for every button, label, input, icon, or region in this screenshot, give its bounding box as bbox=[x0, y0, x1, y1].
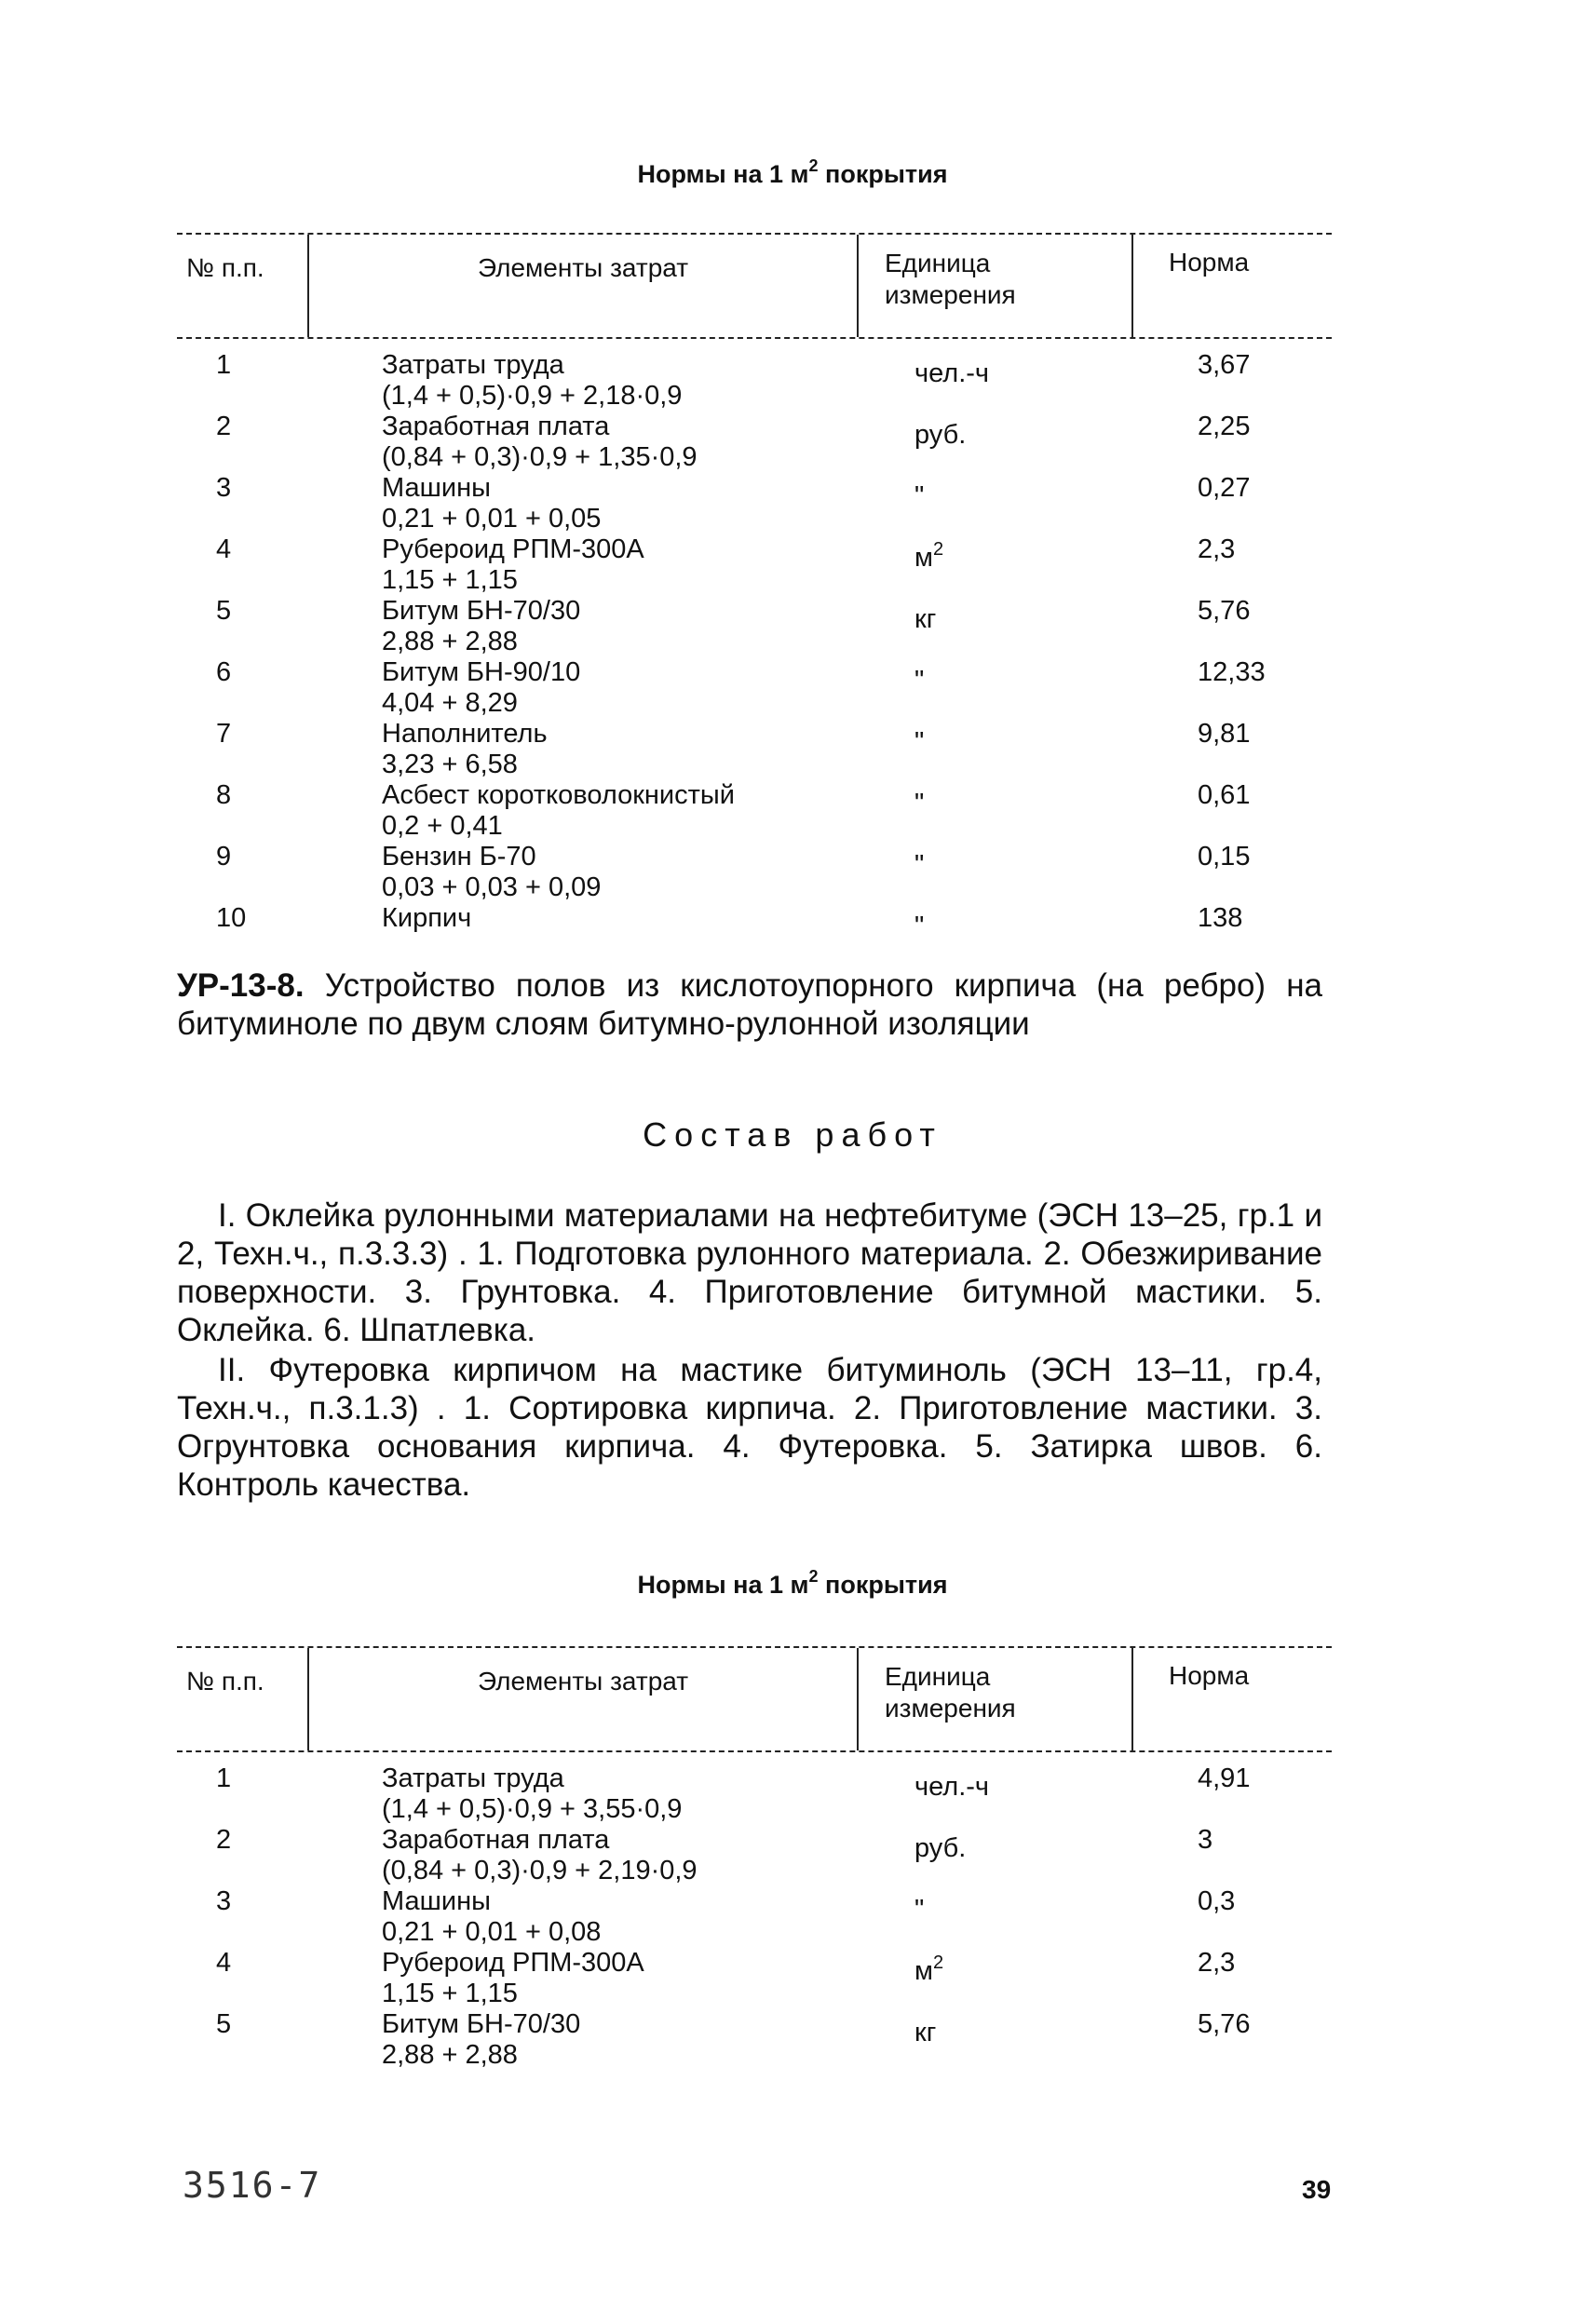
norm-value: 5,76 bbox=[1198, 2009, 1251, 2039]
work-item-2: II. Футеровка кирпичом на мастике битуминоль (ЭСН 13–11, гр.4, Техн.ч., п.3.1.3) . 1. Сортировка кирпича. 2. Приготовление мастики. 3. Огрунтовка основания кирпича. 4. Футеровка. 5. Затирка швов. 6. Контроль качества. bbox=[177, 1352, 1322, 1503]
calculation: 1,15 + 1,15 bbox=[382, 565, 518, 595]
norm-value: 3 bbox=[1198, 1825, 1213, 1855]
calculation: 0,21 + 0,01 + 0,05 bbox=[382, 504, 602, 534]
table-row bbox=[177, 842, 1332, 903]
unit: " bbox=[914, 912, 925, 941]
unit: " bbox=[914, 481, 925, 511]
norm-value: 2,3 bbox=[1198, 534, 1236, 564]
header-num: № п.п. bbox=[186, 1667, 264, 1696]
cost-element: Рубероид РПМ-300А bbox=[382, 534, 644, 564]
calculation: 2,88 + 2,88 bbox=[382, 627, 518, 656]
norm-value: 9,81 bbox=[1198, 719, 1251, 749]
unit: $м^2$ bbox=[914, 1952, 944, 1986]
norm-value: 3,67 bbox=[1198, 350, 1251, 380]
unit: руб. bbox=[914, 1833, 967, 1863]
cost-element: Битум БН-70/30 bbox=[382, 2009, 581, 2039]
norms-table-1 bbox=[177, 233, 1332, 965]
table-row bbox=[177, 1763, 1332, 1825]
unit: " bbox=[914, 1895, 925, 1925]
cost-element: Рубероид РПМ-300А bbox=[382, 1948, 644, 1978]
header-elements: Элементы затрат bbox=[307, 1648, 857, 1750]
header-elements: Элементы затрат bbox=[307, 235, 857, 337]
page-number: 39 bbox=[1302, 2175, 1332, 2204]
calculation: (1,4 + 0,5)·0,9 + 2,18·0,9 bbox=[382, 381, 683, 411]
unit: " bbox=[914, 789, 925, 818]
table-row bbox=[177, 1948, 1332, 2009]
row-number: 1 bbox=[216, 350, 232, 380]
calculation: 2,88 + 2,88 bbox=[382, 2040, 518, 2070]
calculation: 4,04 + 8,29 bbox=[382, 688, 518, 718]
table-body bbox=[177, 1752, 1332, 2071]
table-row bbox=[177, 596, 1332, 657]
unit: чел.-ч bbox=[914, 1772, 990, 1802]
norm-value: 5,76 bbox=[1198, 596, 1251, 626]
cost-element: Заработная плата bbox=[382, 412, 610, 441]
unit: " bbox=[914, 666, 925, 696]
row-number: 8 bbox=[216, 780, 232, 810]
row-number: 3 bbox=[216, 473, 232, 503]
table-1-caption: Нормы на 1 $м^2$ покрытия bbox=[637, 156, 948, 188]
calculation: (0,84 + 0,3)·0,9 + 2,19·0,9 bbox=[382, 1856, 698, 1885]
table-row bbox=[177, 412, 1332, 473]
table-row bbox=[177, 2009, 1332, 2071]
cost-element: Затраты труда bbox=[382, 350, 564, 380]
row-number: 1 bbox=[216, 1763, 232, 1793]
cost-element: Машины bbox=[382, 1886, 491, 1916]
row-number: 4 bbox=[216, 1948, 232, 1978]
table-row bbox=[177, 1886, 1332, 1948]
header-unit: Единица измерения bbox=[857, 1648, 1131, 1750]
calculation: (0,84 + 0,3)·0,9 + 1,35·0,9 bbox=[382, 442, 698, 472]
row-number: 6 bbox=[216, 657, 232, 687]
calculation: (1,4 + 0,5)·0,9 + 3,55·0,9 bbox=[382, 1794, 683, 1824]
cost-element: Битум БН-70/30 bbox=[382, 596, 581, 626]
table-row bbox=[177, 534, 1332, 596]
cost-element: Затраты труда bbox=[382, 1763, 564, 1793]
header-norm: Норма bbox=[1131, 1648, 1332, 1750]
unit: руб. bbox=[914, 420, 967, 450]
norm-value: 0,27 bbox=[1198, 473, 1251, 503]
row-number: 2 bbox=[216, 1825, 232, 1855]
cost-element: Битум БН-90/10 bbox=[382, 657, 581, 687]
row-number: 10 bbox=[216, 903, 247, 933]
table-row bbox=[177, 719, 1332, 780]
unit: кг bbox=[914, 604, 937, 634]
row-number: 4 bbox=[216, 534, 232, 564]
row-number: 9 bbox=[216, 842, 232, 872]
table-header bbox=[177, 1646, 1332, 1752]
row-number: 7 bbox=[216, 719, 232, 749]
table-row bbox=[177, 903, 1332, 965]
work-heading: Состав работ bbox=[643, 1115, 942, 1154]
table-body bbox=[177, 339, 1332, 965]
work-item-1: I. Оклейка рулонными материалами на нефтебитуме (ЭСН 13–25, гр.1 и 2, Техн.ч., п.3.3.3) . 1. Подготовка рулонного материала. 2. Обезжиривание поверхности. 3. Грунтовка. 4. Приготовление битумной мастики. 5. Оклейка. 6. Шпатлевка. bbox=[177, 1197, 1322, 1348]
norm-value: 0,3 bbox=[1198, 1886, 1236, 1916]
norm-value: 0,61 bbox=[1198, 780, 1251, 810]
table-row bbox=[177, 780, 1332, 842]
table-header bbox=[177, 233, 1332, 339]
norms-table-2 bbox=[177, 1646, 1332, 2071]
cost-element: Наполнитель bbox=[382, 719, 548, 749]
header-num: № п.п. bbox=[186, 253, 264, 282]
table-row bbox=[177, 657, 1332, 719]
row-number: 5 bbox=[216, 596, 232, 626]
cost-element: Кирпич bbox=[382, 903, 472, 933]
norm-value: 12,33 bbox=[1198, 657, 1266, 687]
cost-element: Асбест коротковолокнистый bbox=[382, 780, 735, 810]
norm-value: 138 bbox=[1198, 903, 1243, 933]
table-row bbox=[177, 1825, 1332, 1886]
handwritten-mark: 3516-7 bbox=[183, 2165, 322, 2206]
row-number: 3 bbox=[216, 1886, 232, 1916]
unit: $м^2$ bbox=[914, 539, 944, 573]
norm-value: 2,3 bbox=[1198, 1948, 1236, 1978]
norm-value: 4,91 bbox=[1198, 1763, 1251, 1793]
table-row bbox=[177, 473, 1332, 534]
row-number: 5 bbox=[216, 2009, 232, 2039]
cost-element: Машины bbox=[382, 473, 491, 503]
calculation: 0,03 + 0,03 + 0,09 bbox=[382, 872, 602, 902]
header-unit: Единица измерения bbox=[857, 235, 1131, 337]
norm-value: 2,25 bbox=[1198, 412, 1251, 441]
calculation: 0,21 + 0,01 + 0,08 bbox=[382, 1917, 602, 1947]
unit: " bbox=[914, 850, 925, 880]
table-2-caption: Нормы на 1 $м^2$ покрытия bbox=[637, 1567, 948, 1599]
calculation: 1,15 + 1,15 bbox=[382, 1979, 518, 2008]
unit: чел.-ч bbox=[914, 358, 990, 388]
unit: кг bbox=[914, 2018, 937, 2047]
header-norm: Норма bbox=[1131, 235, 1332, 337]
unit: " bbox=[914, 727, 925, 757]
cost-element: Заработная плата bbox=[382, 1825, 610, 1855]
table-row bbox=[177, 350, 1332, 412]
row-number: 2 bbox=[216, 412, 232, 441]
norm-value: 0,15 bbox=[1198, 842, 1251, 872]
calculation: 3,23 + 6,58 bbox=[382, 750, 518, 779]
calculation: 0,2 + 0,41 bbox=[382, 811, 503, 841]
cost-element: Бензин Б-70 bbox=[382, 842, 536, 872]
section-title: УР-13-8. Устройство полов из кислотоупорного кирпича (на ребро) на битуминоле по двум слоям битумно-рулонной изоляции bbox=[177, 967, 1322, 1042]
